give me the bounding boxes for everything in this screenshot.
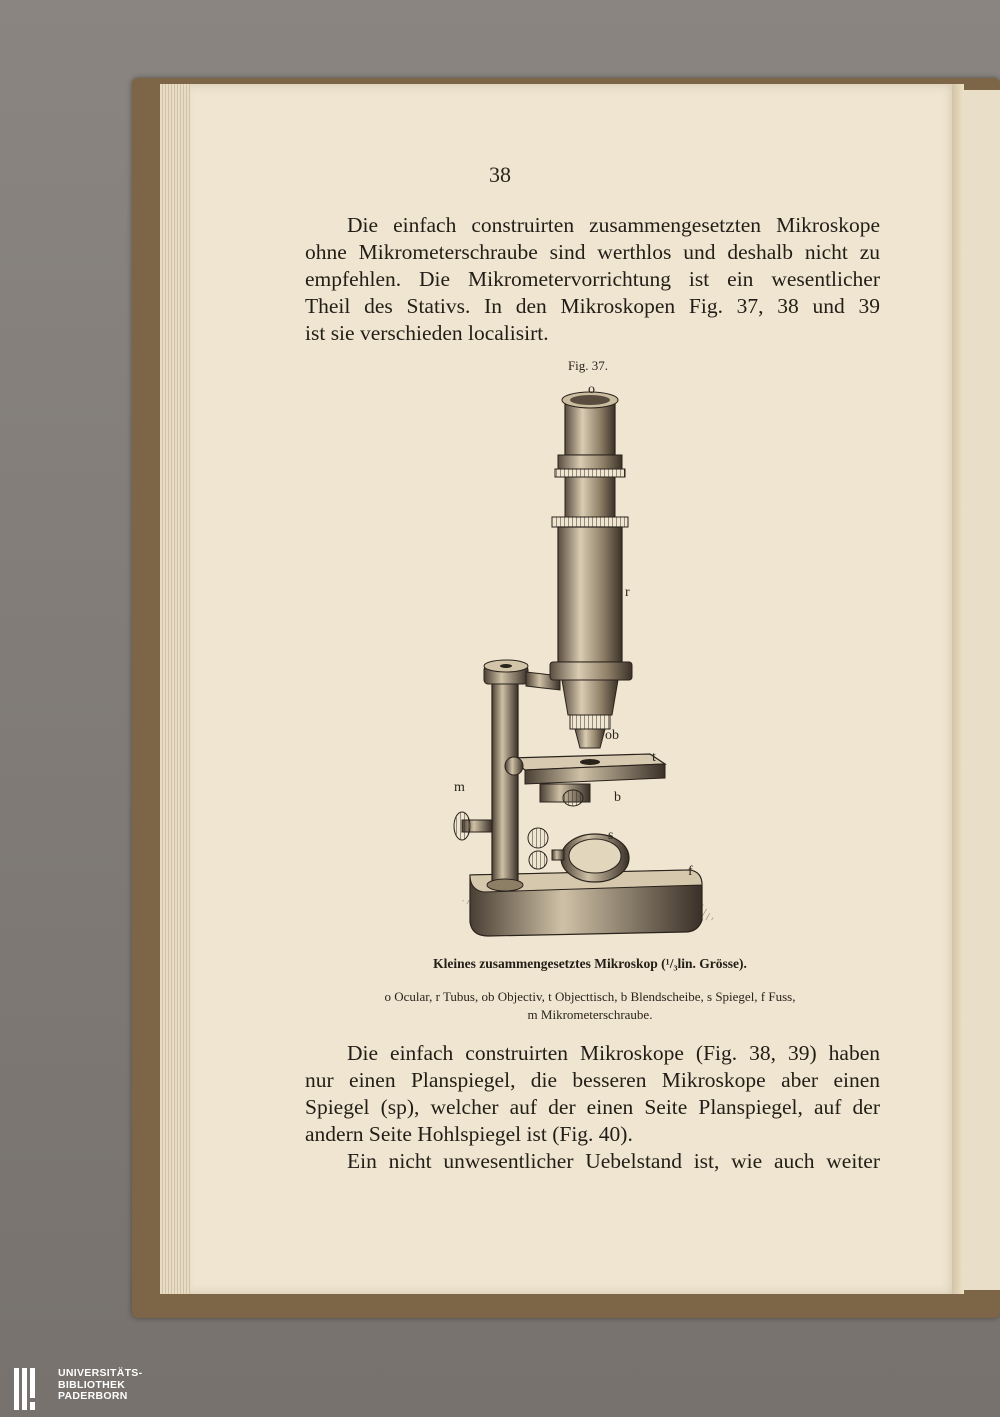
label-r: r bbox=[625, 585, 630, 600]
text-line: andern Seite Hohlspiegel ist (Fig. 40). bbox=[305, 1122, 633, 1146]
microscope-engraving bbox=[440, 380, 720, 950]
label-f: f bbox=[688, 864, 693, 879]
page-number: 38 bbox=[489, 162, 511, 187]
paragraph-2 bbox=[305, 1040, 880, 1148]
text-line: Spiegel (sp), welcher auf der einen Seite Planspiegel, auf der bbox=[305, 1095, 880, 1119]
logo-line: BIBLIOTHEK bbox=[58, 1378, 126, 1391]
text-line: Theil des Stativs. In den Mikroskopen Fig. 37, 38 und 39 bbox=[305, 294, 880, 318]
text-line: nur einen Planspiegel, die besseren Mikroskope aber einen bbox=[305, 1068, 880, 1092]
logo-line: PADERBORN bbox=[58, 1390, 128, 1402]
figure-caption-legend bbox=[300, 988, 880, 1024]
paragraph-1 bbox=[305, 212, 880, 347]
label-s: s bbox=[608, 828, 614, 843]
label-t: t bbox=[652, 750, 656, 765]
text-line: ist sie verschieden localisirt. bbox=[305, 321, 549, 345]
label-b: b bbox=[614, 790, 621, 805]
library-logo bbox=[8, 1368, 188, 1412]
microscope-illustration bbox=[440, 380, 720, 950]
logo-line: UNIVERSITÄTS- bbox=[58, 1367, 143, 1379]
legend-line: o Ocular, r Tubus, ob Objectiv, t Objecttisch, b Blendscheibe, s Spiegel, f Fuss, bbox=[384, 989, 796, 1004]
figure-label: Fig. 37. bbox=[567, 358, 609, 373]
facing-page-edge bbox=[962, 90, 1000, 1290]
legend-line: m Mikrometerschraube. bbox=[527, 1007, 653, 1022]
text-line: empfehlen. Die Mikrometervorrichtung ist ein wesentlicher bbox=[305, 267, 880, 291]
label-ob: ob bbox=[605, 728, 619, 743]
label-m: m bbox=[454, 780, 465, 795]
text-line: Ein nicht unwesentlicher Uebelstand ist, wie auch weiter bbox=[347, 1149, 880, 1173]
text-line: Die einfach construirten zusammengesetzten Mikroskope bbox=[347, 213, 880, 237]
text-line: ohne Mikrometerschraube sind werthlos und deshalb nicht zu bbox=[305, 240, 880, 264]
library-logo-icon bbox=[14, 1368, 50, 1410]
text-line: Die einfach construirten Mikroskope (Fig. 38, 39) haben bbox=[347, 1041, 880, 1065]
paragraph-3 bbox=[305, 1148, 880, 1175]
figure-caption-title: Kleines zusammengesetztes Mikroskop (¹/₃lin. Grösse). bbox=[433, 956, 747, 971]
label-o: o bbox=[588, 382, 595, 397]
